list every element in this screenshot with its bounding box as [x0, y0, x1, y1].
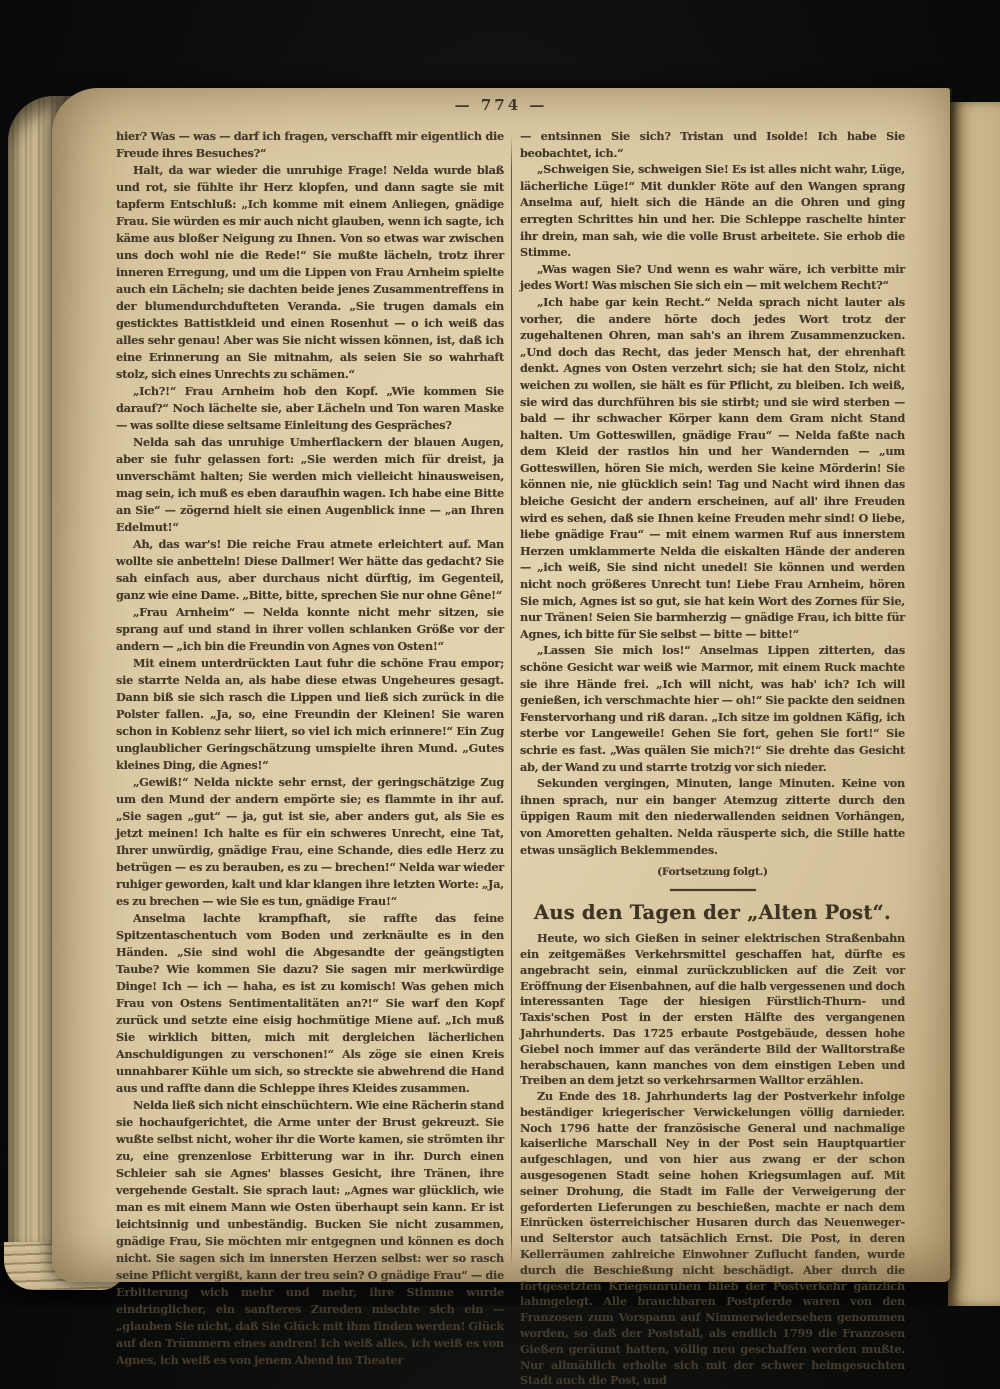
- column-divider: [511, 134, 512, 1268]
- story-paragraph: Nelda sah das unruhige Umherflackern der blauen Augen, aber sie fuhr gelassen fort: „Sie werden mich für dreist, ja unverschämt halten; Sie werden mich vielleicht hinausweisen, mag sein, ich muß es eben daraufhin wagen. Ich habe eine Bitte an Sie“ — zögernd hielt sie einen Augenblick inne — „an Ihren Edelmut!“: [116, 435, 504, 534]
- story-paragraph: Mit einem unterdrückten Laut fuhr die schöne Frau empor; sie starrte Nelda an, als habe diese etwas Ungeheures gesagt. Dann biß sie sich rasch die Lippen und ließ sich zurück in die Polster fallen. „Ja, so, eine Freundin der Kleinen! Sie waren schon in Koblenz sehr liiert, so viel ich mich erinnere!“ Ein Zug unglaublicher Geringschätzung umspielte ihren Mund. „Gutes kleines Ding, die Agnes!“: [116, 656, 504, 772]
- story-paragraph: „Ich?!“ Frau Arnheim hob den Kopf. „Wie kommen Sie darauf?“ Noch lächelte sie, aber Lächeln und Ton waren Maske — was sollte diese seltsame Einleitung des Gespräches?: [116, 384, 504, 432]
- story-paragraph: „Was wagen Sie? Und wenn es wahr wäre, ich verbitte mir jedes Wort! Was mischen Sie sich ein — mit welchem Recht?“: [520, 261, 905, 293]
- magazine-page: [52, 88, 950, 1388]
- story-paragraph: hier? Was — was — darf ich fragen, verschafft mir eigentlich die Freude ihres Besuches?“: [116, 129, 504, 160]
- continuation-note: (Fortsetzung folgt.): [657, 866, 768, 879]
- page-number: — 774 —: [454, 96, 548, 114]
- right-column: [520, 128, 905, 1389]
- story-paragraph: — entsinnen Sie sich? Tristan und Isolde! Ich habe Sie beobachtet, ich.“: [520, 129, 905, 160]
- article-paragraph: Heute, wo sich Gießen in seiner elektrischen Straßenbahn ein zeitgemäßes Verkehrsmittel geschaffen hat, dürfte es angebracht sein, einmal zurückzublicken auf die Zeit vor Eröffnung der Eisenbahnen, auf die halb vergessenen und doch interessanten Tage der hiesigen Fürstlich-Thurn- und Taxis'schen Post in der ersten Hälfte des vergangenen Jahrhunderts. Das 1725 erbaute Postgebäude, dessen hohe Giebel noch immer auf das veränderte Bild der Walltorstraße herabschauen, kann manches von dem einstigen Leben und Treiben an dem jetzt so verkehrsarmen Walltor erzählen.: [520, 931, 905, 1088]
- story-paragraph: Anselma lachte krampfhaft, sie raffte das feine Spitzentaschentuch vom Boden und zerknäulte es in den Händen. „Sie sind wohl die Abgesandte der geängstigten Taube? Wie kommen Sie dazu? Sie sagen mir merkwürdige Dinge! Ich — ich — haha, es ist zu komisch! Was gehen mich Frau von Ostens Sentimentalitäten an?!“ Sie warf den Kopf zurück und setzte eine eisig hochmütige Miene auf. „Ich muß Sie wirklich bitten, mich mit dergleichen lächerlichen Anschuldigungen zu verschonen!“ Als zöge sie einen Kreis unnahbarer Kühle um sich, so streckte sie abwehrend die Hand aus und raffte dann die Schleppe ihres Kleides zusammen.: [116, 911, 504, 1095]
- article-title: Aus den Tagen der „Alten Post“.: [534, 901, 891, 925]
- adjacent-page-edge: [948, 102, 1000, 1306]
- story-paragraph: „Ich habe gar kein Recht.“ Nelda sprach nicht lauter als vorher, die andere hörte doch jedes Wort trotz der zugehaltenen Ohren, man sah's an ihrem Zusammenzucken. „Und doch das Recht, das jeder Mensch hat, der ehrenhaft denkt. Agnes von Osten verzehrt sich; sie hat den Stolz, nicht weichen zu wollen, sie hält es für Pflicht, zu bleiben. Ich weiß, sie wird das durchführen bis sie stirbt; und sie wird sterben — bald — ihr schwacher Körper kann dem Gram nicht Stand halten. Um Gotteswillen, gnädige Frau“ — Nelda faßte nach dem Kleid der rastlos hin und her Wandernden — „um Gotteswillen, hören Sie mich, werden Sie keine Mörderin! Sie können nie, nie glücklich sein! Tag und Nacht wird ihnen das bleiche Gesicht der andern erscheinen, auf all' ihre Freuden wird es sehen, daß sie Ihnen keine Freuden mehr sind! O liebe, liebe gnädige Frau“ — mit einem warmen Ruf aus innerstem Herzen umklammerte Nelda die eiskalten Hände der anderen — „ich weiß, Sie sind nicht unedel! Sie können und werden nicht noch größeres Unrecht tun! Liebe Frau Arnheim, hören Sie mich, Agnes ist so gut, sie hat kein Wort des Zornes für Sie, nur Tränen! Seien Sie barmherzig — gnädige Frau, ich bitte für Agnes, ich bitte für Sie selbst — bitte — bitte!“: [520, 294, 905, 641]
- left-column: [116, 128, 504, 1369]
- article-paragraph: Zu Ende des 18. Jahrhunderts lag der Postverkehr infolge beständiger kriegerischer Verwickelungen völlig darnieder. Noch 1796 hatte der französische General und nachmalige kaiserliche Marschall Ney in der Post sein Hauptquartier aufgeschlagen, und von hier aus zwang er der schon ausgesogenen Stadt seine hohen Kriegsumlagen auf. Mit seiner Drohung, die Stadt im Falle der Verweigerung der geforderten Lieferungen zu beschießen, machte er nach dem Einrücken österreichischer Husaren durch das Neuenweger- und Selterstor auch tatsächlich Ernst. Die Post, in deren Kellerräumen zahlreiche Einwohner Zuflucht fanden, wurde durch die Beschießung nicht beschädigt. Aber durch die fortgesetzten Kriegsunruhen blieb der Postverkehr gänzlich lahmgelegt. Alle brauchbaren Postpferde waren von den Franzosen zum Vorspann auf Nimmerwiedersehen genommen worden, so daß der Poststall, als endlich 1799 die Franzosen Gießen geräumt hatten, völlig neu geschaffen werden mußte. Nur allmählich erholte sich mit der schwer heimgesuchten Stadt auch die Post, und: [520, 1089, 905, 1388]
- story-paragraph: „Lassen Sie mich los!“ Anselmas Lippen zitterten, das schöne Gesicht war weiß wie Marmor, mit einem Ruck machte sie ihre Hände frei. „Ich will nicht, was hab' ich? Ich will genießen, ich verschmachte hier — oh!“ Sie packte den seidnen Fenstervorhang und riß daran. „Ich sitze im goldnen Käfig, ich sterbe vor Langeweile! Gehen Sie fort, gehen Sie fort!“ Sie schrie es fast. „Was quälen Sie mich?!“ Sie drehte das Gesicht ab, der Wand zu und starrte trotzig vor sich nieder.: [520, 643, 905, 774]
- story-paragraph: Halt, da war wieder die unruhige Frage! Nelda wurde blaß und rot, sie fühlte ihr Herz klopfen, und dann sagte sie mit tapferm Entschluß: „Ich komme mit einem Anliegen, gnädige Frau. Sie würden es mir auch nicht glauben, wenn ich sagte, ich käme aus bloßer Neigung zu Ihnen. Von so etwas war zwischen uns doch wohl nie die Rede!“ Sie mußte lächeln, trotz ihrer inneren Erregung, und um die Lippen von Frau Arnheim spielte auch ein Lächeln; sie dachten beide jenes Zusammentreffens in der blumendurchdufteten Veranda. „Sie trugen damals ein gesticktes Battistkleid und einen Rosenhut — o ich weiß das alles sehr genau! Aber was Sie nicht wissen können, ist, daß ich eine Erinnerung an Sie mitnahm, als seien Sie so wahrhaft stolz, sich eines Unrechts zu schämen.“: [116, 163, 504, 381]
- section-divider-rule: [670, 889, 756, 891]
- story-paragraph: Ah, das war's! Die reiche Frau atmete erleichtert auf. Man wollte sie anbetteln! Diese Dallmer! Wer hätte das gedacht? Sie sah einfach aus, aber durchaus nicht dürftig, im Gegenteil, ganz wie eine Dame. „Bitte, bitte, sprechen Sie nur ohne Gêne!“: [116, 537, 504, 602]
- story-paragraph: Sekunden vergingen, Minuten, lange Minuten. Keine von ihnen sprach, nur ein banger Atemzug zitterte durch den üppigen Raum mit den niederwallenden seidnen Vorhängen, von Amoretten gehalten. Nelda räusperte sich, die Stille hatte etwas unsäglich Beklemmendes.: [520, 776, 905, 857]
- story-paragraph: Nelda ließ sich nicht einschüchtern. Wie eine Rächerin stand sie hochaufgerichtet, die Arme unter der Brust gekreuzt. Sie wußte selbst nicht, woher ihr die Worte kamen, sie strömten ihr zu, eine grenzenlose Erbitterung war in ihr. Durch einen Schleier sah sie Agnes' blasses Gesicht, ihre Tränen, ihre vergehende Gestalt. Sie sprach laut: „Agnes war glücklich, wie man es mit einem Mann wie Osten überhaupt sein kann. Er ist leichtsinnig und unbeständig. Bucken Sie nicht zusammen, gnädige Frau, Sie möchten mir entgegnen und können es doch nicht. Sie sagen sich im innersten Herzen selbst: wer so rasch seine Pflicht vergißt, kann der treu sein? O gnädige Frau“ — die Erbitterung wich mehr und mehr, ihre Stimme wurde eindringlicher, ein sanfteres Zureden mischte sich ein — „glauben Sie nicht, daß Sie Glück mit ihm finden werden! Glück auf den Trümmern eines andren! Ich weiß alles, ich weiß es von Agnes, ich weiß es von jenem Abend im Theater: [116, 1098, 504, 1367]
- story-paragraph: „Schweigen Sie, schweigen Sie! Es ist alles nicht wahr, Lüge, lächerliche Lüge!“ Mit dunkler Röte auf den Wangen sprang Anselma auf, hielt sich die Hände an die Ohren und ging erregten Schrittes hin und her. Die Schleppe raschelte hinter ihr drein, man sah, wie die volle Brust arbeitete. Sie erhob die Stimme.: [520, 162, 905, 260]
- story-paragraph: „Frau Arnheim“ — Nelda konnte nicht mehr sitzen, sie sprang auf und stand in ihrer vollen schlanken Größe vor der andern — „ich bin die Freundin von Agnes von Osten!“: [116, 605, 504, 653]
- story-paragraph: „Gewiß!“ Nelda nickte sehr ernst, der geringschätzige Zug um den Mund der andern empörte sie; es flammte in ihr auf. „Sie sagen „gut“ — ja, gut ist sie, aber anders gut, als Sie es jetzt meinen! Ich halte es für ein schweres Unrecht, eine Tat, Ihrer unwürdig, gnädige Frau, eine Schande, dies edle Herz zu betrügen — es zu berauben, es zu — brechen!“ Nelda war wieder ruhiger geworden, kalt und klar klangen ihre letzten Worte: „Ja, es zu brechen — wie Sie es tun, gnädige Frau!“: [116, 775, 504, 908]
